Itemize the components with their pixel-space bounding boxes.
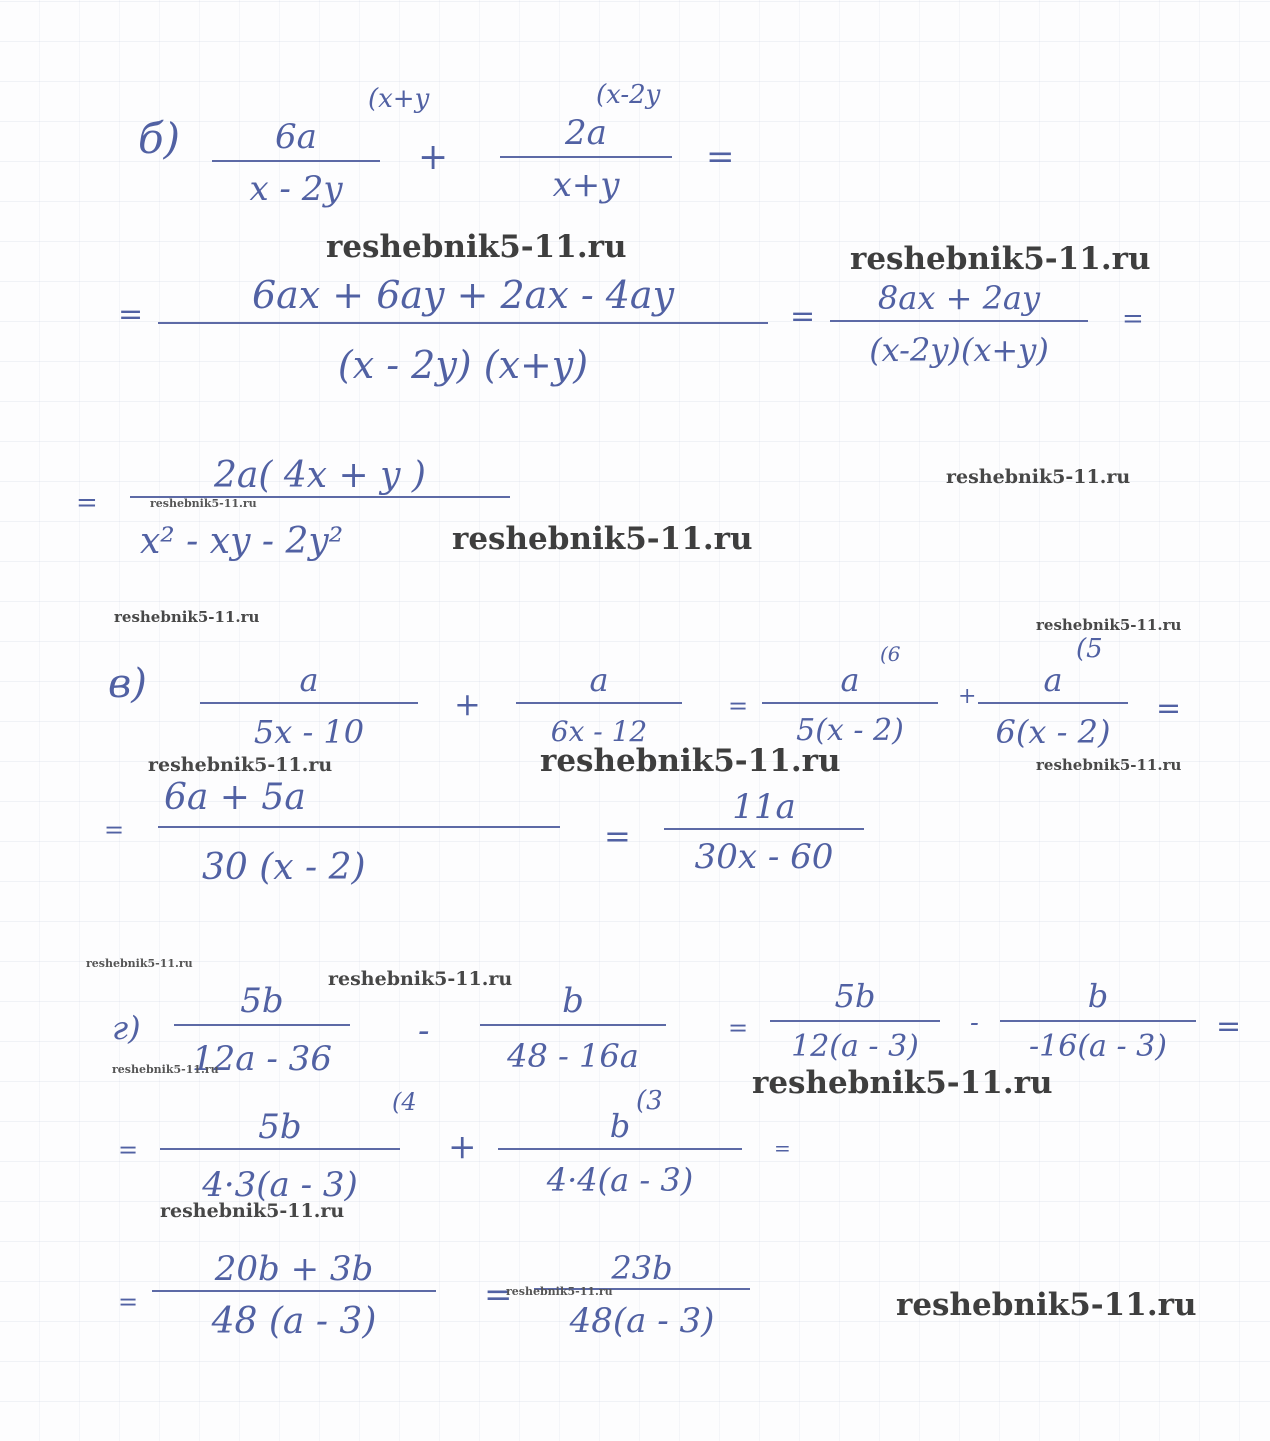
denominator: 5x - 10 — [253, 713, 365, 751]
watermark: reshebnik5-11.ru — [752, 1065, 1053, 1101]
operator-plus: + — [448, 1127, 477, 1167]
numerator: 2a — [565, 113, 607, 153]
fraction-g-3 — [770, 977, 940, 1076]
fraction-bar — [480, 1024, 666, 1026]
denominator: x² - xy - 2y² — [140, 521, 344, 562]
fraction-b-4 — [830, 279, 1088, 390]
fraction-bar — [500, 156, 672, 158]
fraction-g-6 — [498, 1107, 742, 1212]
numerator: a — [1043, 661, 1063, 699]
fraction-bar — [160, 1148, 400, 1150]
watermark: reshebnik5-11.ru — [540, 743, 841, 779]
fraction-bar — [158, 826, 560, 828]
fraction-g-5 — [160, 1107, 400, 1212]
operator-plus: + — [454, 685, 481, 723]
denominator: 30 (x - 2) — [202, 847, 366, 888]
operator-minus: - — [970, 1008, 979, 1038]
denominator: 48 (a - 3) — [211, 1301, 377, 1342]
watermark: reshebnik5-11.ru — [160, 1200, 345, 1222]
equals: = — [484, 1275, 513, 1315]
denominator: 48(a - 3) — [569, 1301, 715, 1341]
fraction-bar — [152, 1290, 436, 1292]
numerator: 20b + 3b — [214, 1249, 374, 1289]
equals: = — [604, 817, 631, 855]
watermark: reshebnik5-11.ru — [506, 1285, 613, 1298]
numerator: a — [299, 661, 319, 699]
multiplier-v-4: (5 — [1076, 634, 1103, 664]
equals: = — [774, 1136, 791, 1160]
lead-equals: = — [118, 1136, 139, 1164]
fraction-bar — [158, 322, 768, 324]
denominator: 6(x - 2) — [995, 713, 1111, 751]
fraction-bar — [200, 702, 418, 704]
multiplier-g-5: (4 — [392, 1088, 417, 1116]
trailing-equals: = — [1122, 304, 1144, 334]
equals: = — [728, 692, 749, 720]
trailing-equals: = — [1156, 691, 1182, 726]
watermark: reshebnik5-11.ru — [452, 521, 753, 557]
numerator: 2a( 4x + y ) — [214, 455, 426, 496]
denominator: 30x - 60 — [694, 837, 834, 877]
multiplier-g-6: (3 — [636, 1086, 663, 1116]
watermark: reshebnik5-11.ru — [1036, 616, 1182, 634]
numerator: 6a — [275, 117, 317, 157]
watermark: reshebnik5-11.ru — [112, 1063, 219, 1076]
operator-minus: - — [418, 1011, 430, 1051]
denominator: (x - 2y) (x+y) — [337, 343, 589, 387]
fraction-bar — [212, 160, 380, 162]
numerator: 11a — [732, 787, 796, 827]
fraction-g-7 — [152, 1249, 436, 1356]
fraction-v-5 — [158, 777, 560, 898]
lead-equals: = — [118, 297, 144, 332]
numerator: 23b — [611, 1249, 673, 1287]
numerator: 6ax + 6ay + 2ax - 4ay — [251, 273, 675, 317]
lead-equals: = — [104, 816, 125, 844]
multiplier-v-3: (6 — [880, 642, 901, 666]
numerator: a — [589, 661, 609, 699]
denominator: 12a - 36 — [192, 1039, 332, 1079]
fraction-bar — [498, 1148, 742, 1150]
denominator: 6x - 12 — [550, 715, 648, 748]
lead-equals: = — [118, 1288, 139, 1316]
watermark: reshebnik5-11.ru — [326, 229, 627, 265]
watermark: reshebnik5-11.ru — [114, 608, 260, 626]
numerator: 8ax + 2ay — [877, 279, 1041, 317]
denominator: (x-2y)(x+y) — [869, 331, 1049, 369]
fraction-bar — [174, 1024, 350, 1026]
numerator: 6a + 5a — [164, 777, 306, 818]
watermark: reshebnik5-11.ru — [328, 968, 513, 990]
fraction-bar — [516, 702, 682, 704]
numerator: b — [609, 1107, 631, 1145]
watermark: reshebnik5-11.ru — [946, 466, 1131, 488]
fraction-v-4 — [978, 661, 1128, 758]
equals: = — [706, 137, 735, 177]
numerator: a — [840, 661, 860, 699]
equals: = — [790, 299, 816, 334]
numerator: b — [1087, 977, 1109, 1015]
watermark: reshebnik5-11.ru — [86, 957, 193, 970]
denominator: x+y — [552, 165, 620, 205]
denominator: 12(a - 3) — [791, 1029, 919, 1064]
trailing-equals: = — [1216, 1009, 1242, 1044]
label-v: в) — [108, 661, 147, 707]
operator-plus: + — [958, 684, 977, 709]
multiplier-b-1: (x+y — [368, 84, 430, 114]
fraction-bar — [770, 1020, 940, 1022]
numerator: 5b — [240, 981, 284, 1021]
numerator: b — [562, 981, 584, 1021]
label-g: г) — [112, 1009, 141, 1047]
numerator: 5b — [834, 977, 876, 1015]
fraction-b-1 — [212, 117, 380, 220]
fraction-g-4 — [1000, 977, 1196, 1076]
fraction-v-1 — [200, 661, 418, 756]
operator-plus: + — [418, 137, 449, 178]
equals: = — [728, 1014, 749, 1042]
numerator: 5b — [258, 1107, 302, 1147]
fraction-b-5 — [130, 455, 510, 578]
watermark: reshebnik5-11.ru — [850, 241, 1151, 277]
denominator: 48 - 16a — [507, 1037, 639, 1075]
fraction-v-6 — [664, 787, 864, 880]
watermark: reshebnik5-11.ru — [896, 1287, 1197, 1323]
fraction-b-3 — [158, 273, 768, 404]
fraction-bar — [830, 320, 1088, 322]
fraction-bar — [762, 702, 938, 704]
watermark: reshebnik5-11.ru — [148, 754, 333, 776]
fraction-g-2 — [480, 981, 666, 1084]
watermark: reshebnik5-11.ru — [150, 497, 257, 510]
watermark: reshebnik5-11.ru — [1036, 756, 1182, 774]
denominator: 4·4(a - 3) — [546, 1161, 694, 1199]
denominator: 5(x - 2) — [796, 713, 904, 748]
denominator: x - 2y — [249, 169, 343, 209]
fraction-bar — [664, 828, 864, 830]
fraction-v-2 — [516, 661, 682, 754]
fraction-bar — [978, 702, 1128, 704]
label-b: б) — [138, 114, 181, 163]
lead-equals: = — [76, 488, 98, 518]
fraction-g-8 — [534, 1249, 750, 1356]
fraction-b-2 — [500, 113, 672, 220]
denominator: -16(a - 3) — [1029, 1029, 1167, 1064]
multiplier-b-2: (x-2y — [596, 80, 661, 110]
denominator: 4·3(a - 3) — [202, 1165, 358, 1205]
fraction-bar — [1000, 1020, 1196, 1022]
